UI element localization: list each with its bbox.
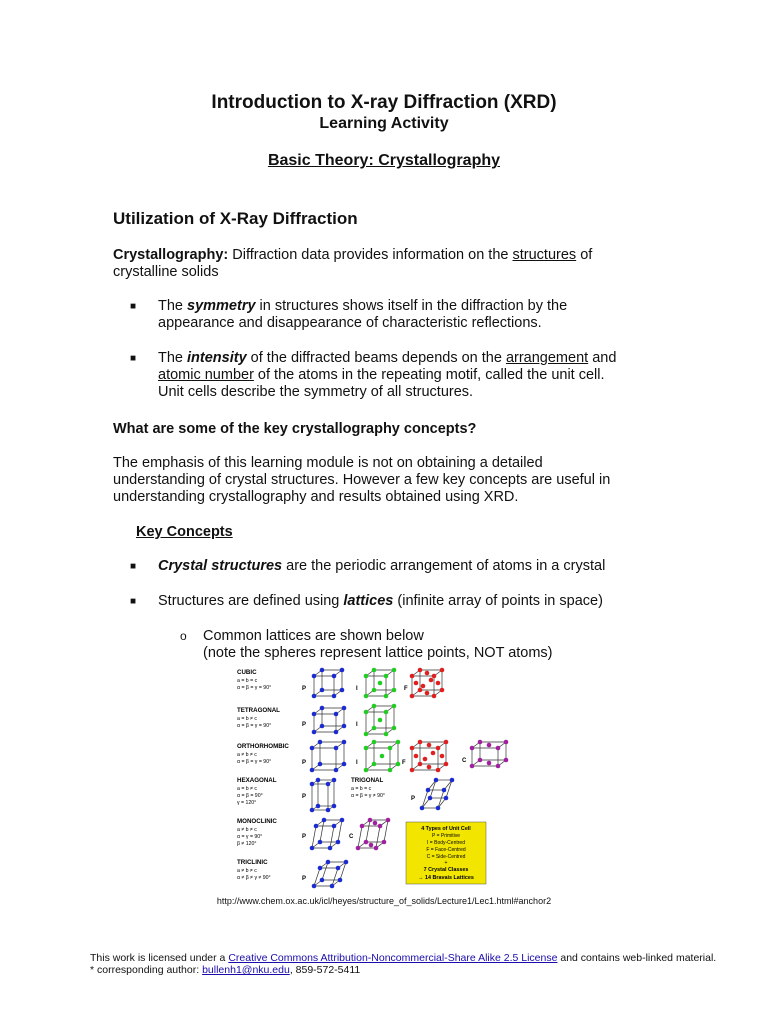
bullet-text: appearance and disappearance of characteristic reflections. <box>158 315 542 331</box>
lattice-point <box>322 818 327 823</box>
legend-line: I = Body-Centred <box>427 840 465 846</box>
cell-edge <box>430 780 436 798</box>
lattice-point <box>310 808 315 813</box>
page-title: Introduction to X-ray Diffraction (XRD) <box>211 92 557 113</box>
lattice-point <box>440 688 445 693</box>
author-line <box>90 964 360 976</box>
bullet-symmetry <box>130 298 650 334</box>
cell-edge <box>422 790 428 808</box>
lattice-point <box>372 740 377 745</box>
section-title: Basic Theory: Crystallography <box>267 152 501 169</box>
lattice-parameter: α = β = γ ≠ 90° <box>351 793 385 799</box>
lattice-parameter: α = β = γ = 90° <box>237 759 272 765</box>
lattice-point <box>432 694 437 699</box>
lattice-point <box>421 684 426 689</box>
unit-cell-body <box>364 740 401 773</box>
bullet-marker: ■ <box>130 596 137 607</box>
lattice-point <box>392 704 397 709</box>
lattice-point <box>344 860 349 865</box>
bravais-lattices-figure <box>236 666 536 892</box>
lattice-point <box>312 674 317 679</box>
lattice-point <box>470 746 475 751</box>
lattice-point <box>310 846 315 851</box>
lattice-parameter: α = β = γ = 90° <box>237 723 272 729</box>
lattice-point <box>396 762 401 767</box>
legend-line: 7 Crystal Classes <box>423 867 469 873</box>
lattice-point <box>334 768 339 773</box>
emphasis-line: understanding crystallography and results obtained using XRD. <box>113 489 519 505</box>
bullet-text: Unit cells describe the symmetry of all structures. <box>158 384 474 400</box>
lattice-point <box>332 778 337 783</box>
lattice-point <box>373 821 378 826</box>
lattice-point <box>392 726 397 731</box>
lattice-point <box>425 691 430 696</box>
sub-bullet-text: (note the spheres represent lattice points, NOT atoms) <box>203 645 553 661</box>
cell-edge <box>384 820 388 842</box>
lattice-point <box>442 788 447 793</box>
lattice-point <box>427 743 432 748</box>
lattice-point <box>318 840 323 845</box>
crystallography-label: Crystallography: <box>113 247 229 263</box>
lattice-point <box>423 757 428 762</box>
lattice-point <box>428 796 433 801</box>
lattice-point <box>425 671 430 676</box>
lattice-point <box>372 688 377 693</box>
lattice-point <box>340 688 345 693</box>
author-text: , 859-572-5411 <box>289 964 361 976</box>
cell-edge <box>358 826 362 848</box>
bullet-marker: ■ <box>130 301 137 312</box>
sub-bullet-text: Common lattices are shown below <box>203 628 424 644</box>
lattice-point <box>378 824 383 829</box>
lattice-point <box>429 678 434 683</box>
lattice-point <box>372 726 377 731</box>
bullet-marker: ■ <box>130 353 137 364</box>
lattice-point <box>388 746 393 751</box>
bullet-text: Structures are defined using <box>158 593 344 609</box>
lattice-point <box>386 818 391 823</box>
lattice-point <box>487 743 492 748</box>
author-text: * corresponding author: <box>90 964 203 976</box>
lattice-class-label: CUBIC <box>237 669 257 676</box>
lattice-parameter: α ≠ β ≠ γ ≠ 90° <box>237 875 271 881</box>
lattice-point <box>418 688 423 693</box>
lattice-type-label: I <box>356 760 358 766</box>
lattice-point <box>487 761 492 766</box>
figure-source-url[interactable]: http://www.chem.ox.ac.uk/icl/heyes/structure_of_solids/Lecture1/Lec1.html#anchor2 <box>216 896 552 906</box>
lattice-type-label: P <box>302 876 307 882</box>
lattice-point <box>316 778 321 783</box>
lattice-point <box>504 758 509 763</box>
lattice-type-label: P <box>411 796 416 802</box>
lattice-point <box>384 674 389 679</box>
lattice-parameter: α = β = 90° <box>237 793 263 799</box>
cell-edge <box>314 868 320 886</box>
unit-cell-legend <box>406 822 486 884</box>
lattice-point <box>330 884 335 889</box>
lattice-point <box>364 674 369 679</box>
cell-edge <box>332 868 338 886</box>
lattice-type-label: F <box>402 760 406 766</box>
bullet-text: in structures shows itself in the diffraction by the <box>255 298 568 314</box>
license-line <box>90 952 716 964</box>
cell-edge <box>376 826 380 848</box>
lattice-point <box>338 878 343 883</box>
lattice-type-label: P <box>302 794 307 800</box>
lattice-point <box>496 764 501 769</box>
lattice-point <box>340 818 345 823</box>
lattice-point <box>392 668 397 673</box>
utilization-heading: Utilization of X-Ray Diffraction <box>113 209 358 228</box>
unit-cell-primitive <box>312 860 349 889</box>
lattice-class-label: MONOCLINIC <box>237 818 277 825</box>
lattice-point <box>444 762 449 767</box>
bullet-text: are the periodic arrangement of atoms in a crystal <box>282 558 606 574</box>
sub-bullet-marker: o <box>180 629 187 643</box>
bullet-text: of the atoms in the repeating motif, called the unit cell. <box>253 367 605 383</box>
lattice-parameter: β ≠ 120° <box>237 841 257 847</box>
lattice-class-label: TRICLINIC <box>237 859 268 866</box>
cell-edge <box>322 862 328 880</box>
lattice-point <box>334 730 339 735</box>
lattice-point <box>334 746 339 751</box>
lattice-point <box>318 762 323 767</box>
lattice-point <box>364 840 369 845</box>
unit-cell-face <box>410 668 445 699</box>
lattice-point <box>436 746 441 751</box>
lattice-point <box>426 788 431 793</box>
unit-cell-primitive <box>310 778 337 813</box>
bullet-intensity <box>130 350 650 404</box>
legend-line: F = Face-Centred <box>426 847 466 853</box>
lattice-parameter: a = b = c <box>351 786 372 792</box>
lattice-point <box>310 746 315 751</box>
emphasis-line: The emphasis of this learning module is not on obtaining a detailed <box>113 455 543 471</box>
bullet-emphasis: lattices <box>343 593 394 609</box>
lattice-parameter: a = b ≠ c <box>237 786 258 792</box>
arrangement-link[interactable]: arrangement <box>505 350 589 366</box>
lattice-point <box>320 668 325 673</box>
lattice-type-label: P <box>302 686 307 692</box>
lattice-point <box>436 768 441 773</box>
lattice-point <box>316 804 321 809</box>
lattice-point <box>336 840 341 845</box>
unit-cell-body <box>364 704 397 737</box>
lattice-point <box>364 732 369 737</box>
cell-edge <box>320 820 324 842</box>
lattice-point <box>372 704 377 709</box>
lattice-point <box>382 840 387 845</box>
lattice-class-label: TETRAGONAL <box>237 707 280 714</box>
key-concepts-heading: Key Concepts <box>136 524 233 540</box>
unit-cell-side <box>470 740 509 769</box>
lattice-point <box>504 740 509 745</box>
lattice-parameter: a = b = c <box>237 678 258 684</box>
lattice-point <box>372 762 377 767</box>
license-text: This work is licensed under a <box>90 952 229 964</box>
lattice-point <box>332 674 337 679</box>
lattice-point <box>420 806 425 811</box>
lattice-parameter: a ≠ b ≠ c <box>237 752 257 758</box>
lattice-point <box>396 740 401 745</box>
legend-line: 4 Types of Unit Cell <box>421 826 471 832</box>
crystallography-paragraph <box>113 247 658 281</box>
lattice-point <box>364 746 369 751</box>
lattice-point <box>368 818 373 823</box>
lattice-point <box>450 778 455 783</box>
lattice-point <box>410 768 415 773</box>
lattice-point <box>410 694 415 699</box>
license-text: and contains web-linked material. <box>557 952 717 964</box>
unit-cell-primitive <box>312 668 345 699</box>
lattice-point <box>342 740 347 745</box>
lattice-point <box>478 740 483 745</box>
lattice-point <box>436 681 441 686</box>
bullet-text: The <box>158 298 188 314</box>
bullet-crystal-structures <box>130 558 650 576</box>
structures-link[interactable]: structures <box>512 247 577 263</box>
lattice-type-label: I <box>356 686 358 692</box>
crystallography-text-line2: crystalline solids <box>113 264 219 280</box>
lattice-point <box>384 694 389 699</box>
emphasis-line: understanding of crystal structures. However a few key concepts are useful in <box>113 472 611 488</box>
lattice-point <box>496 746 501 751</box>
lattice-parameter: a ≠ b ≠ c <box>237 868 257 874</box>
lattice-parameter: a ≠ b ≠ c <box>237 827 257 833</box>
key-concepts-question: What are some of the key crystallography concepts? <box>113 421 477 437</box>
lattice-point <box>326 808 331 813</box>
lattice-point <box>414 754 419 759</box>
bullet-text: (infinite array of points in space) <box>393 593 603 609</box>
unit-cell-primitive <box>420 778 455 811</box>
lattice-parameter: α = γ = 90° <box>237 834 263 840</box>
crystallography-text-end: of <box>576 247 593 263</box>
lattice-point <box>378 681 383 686</box>
page-subtitle: Learning Activity <box>319 115 449 132</box>
bullet-emphasis: symmetry <box>187 298 256 314</box>
lattice-point <box>334 712 339 717</box>
lattice-point <box>336 866 341 871</box>
lattice-point <box>374 846 379 851</box>
lattice-point <box>332 804 337 809</box>
lattice-point <box>326 782 331 787</box>
lattice-point <box>440 668 445 673</box>
lattice-point <box>444 796 449 801</box>
lattice-point <box>388 768 393 773</box>
lattice-class-label: TRIGONAL <box>351 777 384 784</box>
bullet-text: and <box>588 350 617 366</box>
lattice-point <box>384 732 389 737</box>
lattice-point <box>312 884 317 889</box>
lattice-point <box>372 668 377 673</box>
lattice-point <box>384 710 389 715</box>
lattice-point <box>312 694 317 699</box>
lattice-point <box>440 754 445 759</box>
bullet-marker: ■ <box>130 561 137 572</box>
unit-cell-primitive <box>312 706 347 735</box>
legend-line: → 14 Bravais Lattices <box>418 875 474 881</box>
crystallography-text: Diffraction data provides information on the <box>228 247 513 263</box>
lattice-point <box>326 860 331 865</box>
lattice-point <box>320 724 325 729</box>
license-link[interactable]: Creative Commons Attribution-Noncommercial-Share Alike 2.5 License <box>228 952 558 964</box>
lattice-class-label: ORTHORHOMBIC <box>237 743 289 750</box>
bullet-text: The <box>158 350 188 366</box>
lattice-point <box>320 706 325 711</box>
lattice-point <box>418 668 423 673</box>
lattice-type-label: P <box>302 760 307 766</box>
lattice-point <box>340 668 345 673</box>
lattice-point <box>378 718 383 723</box>
lattice-point <box>418 740 423 745</box>
lattice-point <box>436 806 441 811</box>
lattice-parameter: a = b ≠ c <box>237 716 258 722</box>
lattice-point <box>364 694 369 699</box>
legend-line: C = Side-Centred <box>426 854 466 860</box>
lattice-point <box>312 712 317 717</box>
lattice-point <box>342 724 347 729</box>
lattice-class-label: HEXAGONAL <box>237 777 277 784</box>
lattice-point <box>360 824 365 829</box>
lattice-point <box>332 824 337 829</box>
lattice-point <box>314 824 319 829</box>
lattice-point <box>310 782 315 787</box>
cell-edge <box>340 862 346 880</box>
lattice-point <box>444 740 449 745</box>
legend-line: + <box>444 860 448 866</box>
lattice-point <box>342 706 347 711</box>
author-email-link[interactable]: bullenh1@nku.edu <box>202 964 290 976</box>
lattice-point <box>410 674 415 679</box>
cell-edge <box>338 820 342 842</box>
lattice-point <box>414 681 419 686</box>
lattice-point <box>320 878 325 883</box>
lattice-type-label: P <box>302 834 307 840</box>
unit-cell-side <box>356 818 391 851</box>
cell-edge <box>312 826 316 848</box>
cell-edge <box>366 820 370 842</box>
atomic-number-link[interactable]: atomic number <box>158 367 254 383</box>
lattice-parameter: γ = 120° <box>237 800 257 806</box>
lattice-point <box>328 846 333 851</box>
lattice-point <box>478 758 483 763</box>
lattice-point <box>364 710 369 715</box>
lattice-point <box>418 762 423 767</box>
lattice-type-label: C <box>462 758 467 764</box>
lattice-point <box>364 768 369 773</box>
lattice-point <box>392 688 397 693</box>
bullet-emphasis: intensity <box>187 350 247 366</box>
lattice-type-label: P <box>302 722 307 728</box>
bullet-text: of the diffracted beams depends on the <box>246 350 506 366</box>
emphasis-paragraph <box>113 455 658 506</box>
lattice-point <box>427 765 432 770</box>
lattice-type-label: C <box>349 834 354 840</box>
unit-cell-face <box>410 740 449 773</box>
lattice-point <box>431 751 436 756</box>
cell-edge <box>438 790 444 808</box>
unit-cell-primitive <box>310 740 347 773</box>
cell-edge <box>446 780 452 798</box>
lattice-point <box>342 762 347 767</box>
lattice-parameter: α = β = γ = 90° <box>237 685 272 691</box>
bullet-emphasis: Crystal structures <box>158 558 283 574</box>
lattice-point <box>369 843 374 848</box>
bullet-lattices <box>130 593 650 611</box>
lattice-point <box>318 866 323 871</box>
unit-cell-body <box>364 668 397 699</box>
lattice-point <box>470 764 475 769</box>
lattice-point <box>380 754 385 759</box>
lattice-type-label: I <box>356 722 358 728</box>
lattice-point <box>410 746 415 751</box>
lattice-point <box>332 694 337 699</box>
lattice-point <box>356 846 361 851</box>
lattice-point <box>320 688 325 693</box>
lattice-point <box>318 740 323 745</box>
lattice-point <box>310 768 315 773</box>
legend-line: P = Primitive <box>431 833 461 839</box>
unit-cell-primitive <box>310 818 345 851</box>
cell-edge <box>330 826 334 848</box>
lattice-point <box>432 674 437 679</box>
lattice-type-label: F <box>404 686 408 692</box>
lattice-point <box>434 778 439 783</box>
lattice-point <box>312 730 317 735</box>
